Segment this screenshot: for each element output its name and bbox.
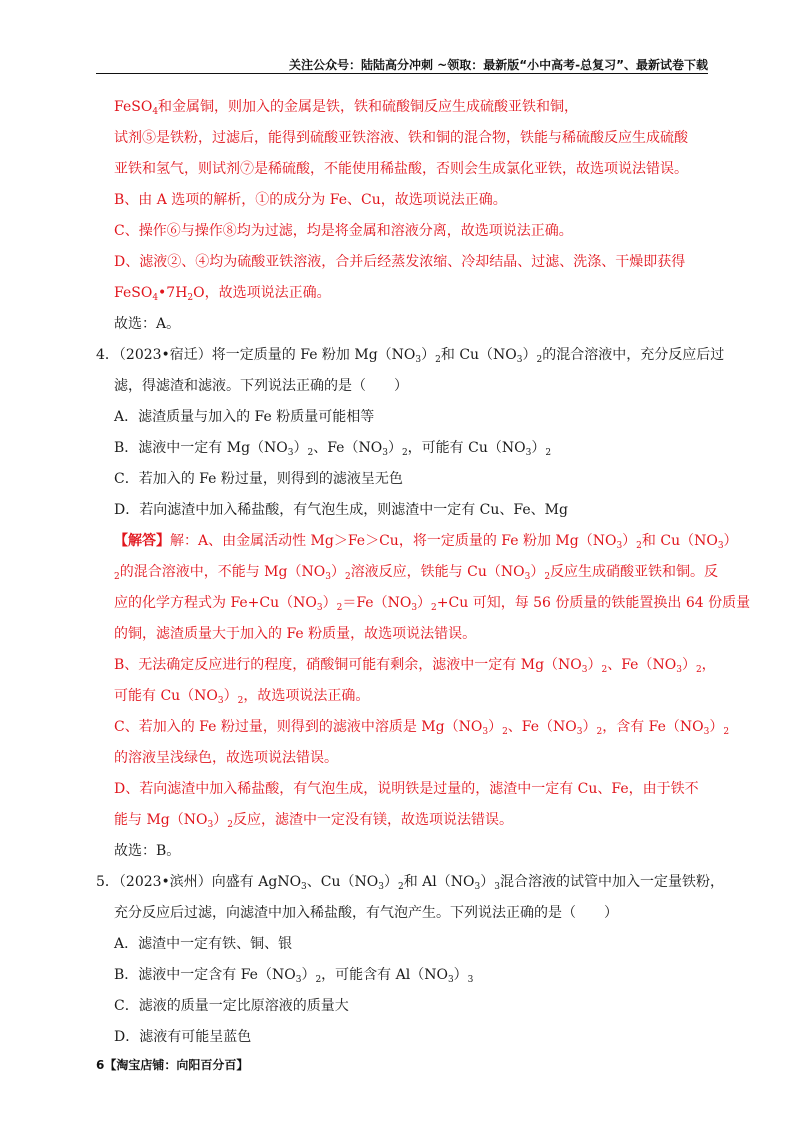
text-run: ＝Fe（NO	[342, 595, 412, 611]
subscript: 3	[301, 882, 307, 892]
subscript: 3	[411, 603, 418, 613]
subscript: 2	[114, 572, 120, 582]
text-run: 溶液反应，铁能与 Cu（NO	[350, 564, 525, 580]
text-run: ，	[701, 657, 716, 673]
text-run: 亚铁和氢气，则试剂⑦是稀硫酸，不能使用稀盐酸，否则会生成氯化亚铁，故选项说法错误。	[114, 161, 688, 177]
subscript: 2	[187, 293, 194, 303]
text-run: ，故选项说法正确。	[243, 688, 370, 704]
subscript: 3	[525, 448, 532, 458]
document-body	[96, 92, 751, 1053]
text-run: B、无法确定反应进行的程度，硝酸铜可能有剩余，滤液中一定有 Mg（NO	[114, 657, 582, 673]
subscript: 3	[207, 820, 214, 830]
text-run: 4．（2023•宿迁）将一定质量的 Fe 粉加 Mg（NO	[96, 347, 416, 363]
subscript: 2	[315, 975, 322, 985]
subscript: 2	[502, 727, 508, 737]
text-line	[96, 433, 708, 464]
subscript: 2	[636, 541, 642, 551]
text-run: D．滤液有可能呈蓝色	[114, 1029, 252, 1045]
text-run: ）	[421, 347, 436, 363]
text-run: ）	[387, 440, 402, 456]
text-run: 的溶液呈浅绿色，故选项说法错误。	[114, 750, 338, 766]
text-run: +Cu 可知，每 56 份质量的铁能置换出 64 份质量	[436, 595, 751, 611]
text-run: ）	[582, 719, 597, 735]
text-line	[96, 185, 708, 216]
text-run: B．滤液中一定含有 Fe（NO	[114, 967, 296, 983]
text-run: 混合溶液的试管中加入一定量铁粉，	[499, 874, 724, 890]
text-run: ）	[723, 533, 738, 549]
text-run: ）	[488, 719, 503, 735]
text-run: C．滤液的质量一定比原溶液的质量大	[114, 998, 349, 1014]
subscript: 2	[336, 603, 343, 613]
text-run: 滤，得滤渣和滤液。下列说法正确的是（ ）	[114, 378, 408, 394]
text-run: 充分反应后过滤，向滤渣中加入稀盐酸，有气泡产生。下列说法正确的是（ ）	[114, 905, 618, 921]
text-line	[96, 929, 708, 960]
text-run: ）	[453, 967, 468, 983]
subscript: 4	[152, 293, 159, 303]
text-line	[96, 278, 708, 309]
page-header: 关注公众号：陆陆高分冲刺 ~领取：最新版“小中高考-总复习”、最新试卷下载	[289, 58, 708, 72]
text-line	[96, 898, 708, 929]
text-line	[96, 495, 708, 526]
text-line	[96, 619, 708, 650]
subscript: 3	[474, 882, 481, 892]
text-run: D、滤液②、④均为硫酸亚铁溶液，合并后经蒸发浓缩、冷却结晶、过滤、洗涤、干燥即获得	[114, 254, 686, 270]
subscript: 3	[467, 975, 474, 985]
subscript: 2	[544, 572, 551, 582]
text-line	[96, 464, 708, 495]
text-run: 故选：B。	[114, 843, 181, 859]
text-line	[96, 526, 738, 557]
text-run: ，可能有 Cu（NO	[407, 440, 526, 456]
text-run: 的混合溶液中，充分反应后过	[542, 347, 725, 363]
text-run: O，故选项说法正确。	[193, 285, 331, 301]
text-line	[96, 588, 751, 619]
subscript: 2	[601, 665, 608, 675]
text-run: D、若向滤渣中加入稀盐酸，有气泡生成，说明铁是过量的，滤渣中一定有 Cu、Fe，由于铁不	[114, 781, 699, 797]
text-run: 反应，滤渣中一定没有镁，故选项说法错误。	[232, 812, 513, 828]
text-run: 、Cu（NO	[306, 874, 379, 890]
subscript: 3	[325, 572, 331, 582]
subscript: 2	[344, 572, 351, 582]
subscript: 2	[695, 665, 702, 675]
page-footer: 6【淘宝店铺：向阳百分百】	[96, 1058, 249, 1072]
text-run: C、若加入的 Fe 粉过量，则得到的滤液中溶质是 Mg（NO	[114, 719, 483, 735]
text-run: B．滤液中一定有 Mg（NO	[114, 440, 288, 456]
text-run: ）	[293, 440, 308, 456]
text-run: 试剂⑤是铁粉，过滤后，能得到硫酸亚铁溶液、铁和铜的混合物，铁能与稀硫酸反应生成硫酸	[114, 130, 688, 146]
text-run: 、Fe（NO	[313, 440, 383, 456]
text-run: ）	[383, 874, 398, 890]
subscript: 3	[295, 975, 302, 985]
text-run: 和 Al（NO	[403, 874, 475, 890]
text-run: 可能有 Cu（NO	[114, 688, 218, 704]
text-line	[96, 340, 725, 371]
text-run: 、Fe（NO	[607, 657, 677, 673]
text-run: 的混合溶液中，不能与 Mg（NO	[119, 564, 326, 580]
text-run: 的铜，滤渣质量大于加入的 Fe 粉质量，故选项说法错误。	[114, 626, 477, 642]
text-run: 和 Cu（NO	[641, 533, 718, 549]
text-line	[96, 1022, 708, 1053]
text-line	[96, 92, 708, 123]
subscript: 3	[217, 696, 224, 706]
subscript: 4	[152, 107, 159, 117]
text-run: ）	[480, 874, 495, 890]
text-line	[96, 743, 708, 774]
text-run: ）	[322, 595, 337, 611]
subscript: 3	[703, 727, 710, 737]
text-run: ）	[530, 564, 545, 580]
subscript: 3	[316, 603, 323, 613]
text-run: ）	[622, 533, 637, 549]
text-run: 能与 Mg（NO	[114, 812, 208, 828]
text-line	[96, 650, 716, 681]
text-run: 5．（2023•滨州）向盛有 AgNO	[96, 874, 302, 890]
answer-label: 【解答】	[114, 533, 170, 549]
subscript: 2	[307, 448, 314, 458]
text-run: ）	[330, 564, 345, 580]
text-run: ）	[301, 967, 316, 983]
text-line	[96, 712, 730, 743]
text-line	[96, 371, 708, 402]
text-line	[96, 402, 708, 433]
subscript: 3	[516, 355, 523, 365]
text-line	[96, 774, 708, 805]
subscript: 2	[401, 448, 408, 458]
subscript: 3	[717, 541, 724, 551]
subscript: 3	[447, 975, 454, 985]
subscript: 3	[676, 665, 682, 675]
text-line	[96, 867, 724, 898]
text-run: C．若加入的 Fe 粉过量，则得到的滤液呈无色	[114, 471, 403, 487]
text-line	[96, 681, 708, 712]
subscript: 3	[382, 448, 388, 458]
subscript: 3	[576, 727, 583, 737]
subscript: 3	[494, 882, 500, 892]
text-run: 反应生成硝酸亚铁和铜。反	[550, 564, 719, 580]
subscript: 3	[581, 665, 588, 675]
subscript: 3	[378, 882, 384, 892]
text-run: ）	[522, 347, 537, 363]
text-run: ）	[417, 595, 432, 611]
text-line	[96, 960, 708, 991]
text-line	[96, 309, 708, 340]
subscript: 3	[524, 572, 531, 582]
text-run: ）	[223, 688, 238, 704]
text-run: 和金属铜，则加入的金属是铁，铁和硫酸铜反应生成硫酸亚铁和铜，	[158, 99, 579, 115]
text-run: C、操作⑥与操作⑧均为过滤，均是将金属和溶液分离，故选项说法正确。	[114, 223, 573, 239]
subscript: 3	[482, 727, 489, 737]
text-run: 解：A、由金属活动性 Mg＞Fe＞Cu，将一定质量的 Fe 粉加 Mg（NO	[170, 533, 617, 549]
text-run: 和 Cu（NO	[440, 347, 517, 363]
text-run: 故选：A。	[114, 316, 181, 332]
text-run: •7H	[158, 285, 188, 301]
subscript: 3	[616, 541, 623, 551]
text-line	[96, 154, 708, 185]
subscript: 2	[237, 696, 244, 706]
text-line	[96, 216, 708, 247]
text-run: D．若向滤渣中加入稀盐酸，有气泡生成，则滤渣中一定有 Cu、Fe、Mg	[114, 502, 568, 518]
text-run: A．滤渣质量与加入的 Fe 粉质量可能相等	[114, 409, 375, 425]
text-run: B、由 A 选项的解析，①的成分为 Fe、Cu，故选项说法正确。	[114, 192, 507, 208]
subscript: 2	[723, 727, 730, 737]
text-line	[96, 247, 708, 278]
header-divider	[96, 73, 708, 74]
text-run: ，含有 Fe（NO	[602, 719, 704, 735]
subscript: 2	[435, 355, 441, 365]
subscript: 2	[397, 882, 404, 892]
subscript: 2	[545, 448, 552, 458]
text-run: FeSO	[114, 99, 153, 115]
subscript: 2	[596, 727, 603, 737]
subscript: 3	[415, 355, 422, 365]
text-run: ）	[531, 440, 546, 456]
text-line	[96, 805, 708, 836]
text-run: ）	[709, 719, 724, 735]
text-run: 、Fe（NO	[507, 719, 577, 735]
subscript: 2	[431, 603, 437, 613]
text-run: ，可能含有 Al（NO	[321, 967, 448, 983]
text-run: A．滤渣中一定有铁、铜、银	[114, 936, 293, 952]
text-run: ）	[587, 657, 602, 673]
subscript: 3	[287, 448, 294, 458]
text-line	[96, 557, 719, 588]
text-run: ）	[681, 657, 696, 673]
text-line	[96, 836, 708, 867]
text-run: FeSO	[114, 285, 153, 301]
text-line	[96, 991, 708, 1022]
text-run: ）	[213, 812, 228, 828]
subscript: 2	[536, 355, 543, 365]
text-run: 应的化学方程式为 Fe+Cu（NO	[114, 595, 317, 611]
subscript: 2	[227, 820, 233, 830]
text-line	[96, 123, 708, 154]
